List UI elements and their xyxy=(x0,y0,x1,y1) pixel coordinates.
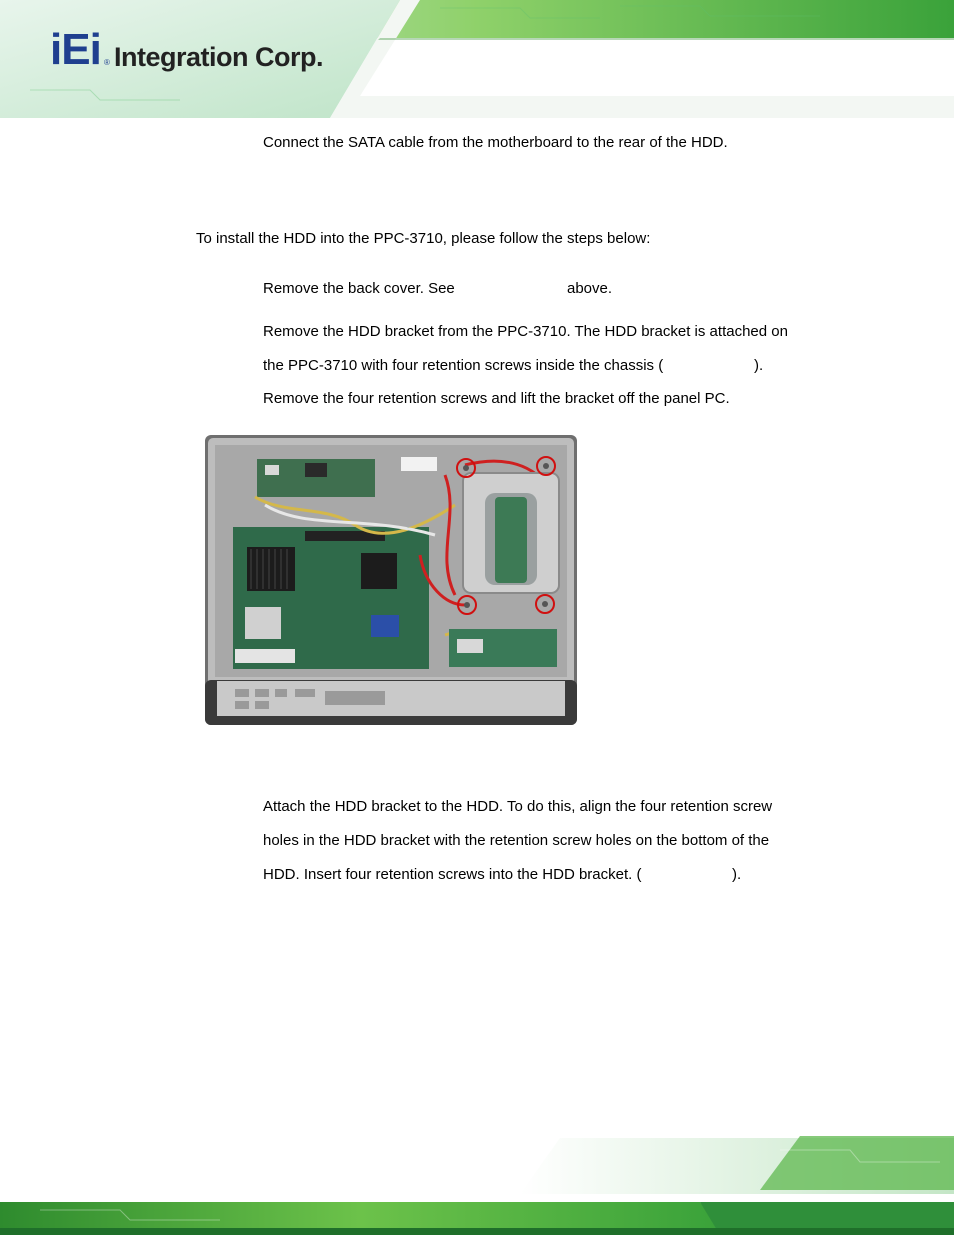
step-connect-sata: Connect the SATA cable from the motherboard to the rear of the HDD. xyxy=(263,134,728,151)
logo-iei-mark: iEi xyxy=(50,25,101,74)
hdd-bracket-photo xyxy=(205,435,577,725)
page-footer xyxy=(0,1130,954,1235)
step3-line3-part1: HDD. Insert four retention screws into the HDD bracket. ( xyxy=(263,866,642,883)
step3-line3-part2: ). xyxy=(732,866,742,883)
step2-line1: Remove the HDD bracket from the PPC-3710. The HDD bracket is attached on xyxy=(263,323,788,340)
intro-paragraph: To install the HDD into the PPC-3710, please follow the steps below: xyxy=(196,230,651,247)
step3-line2: holes in the HDD bracket with the retention screw holes on the bottom of the xyxy=(263,832,770,849)
step2-line2-part1: the PPC-3710 with four retention screws inside the chassis ( xyxy=(263,357,664,374)
panel-pc-interior-image xyxy=(205,435,577,725)
page-header xyxy=(0,0,954,118)
logo-company-name: Integration Corp. xyxy=(114,42,323,72)
footer-background xyxy=(0,1130,954,1235)
step2-line3: Remove the four retention screws and lift the bracket off the panel PC. xyxy=(263,390,730,407)
logo-registered-mark: ® xyxy=(104,58,110,67)
step1-text-part2: above. xyxy=(567,280,613,297)
step1-text-part1: Remove the back cover. See xyxy=(263,280,455,297)
step2-line2-part2: ). xyxy=(754,357,764,374)
step3-line1: Attach the HDD bracket to the HDD. To do this, align the four retention screw xyxy=(263,798,773,815)
